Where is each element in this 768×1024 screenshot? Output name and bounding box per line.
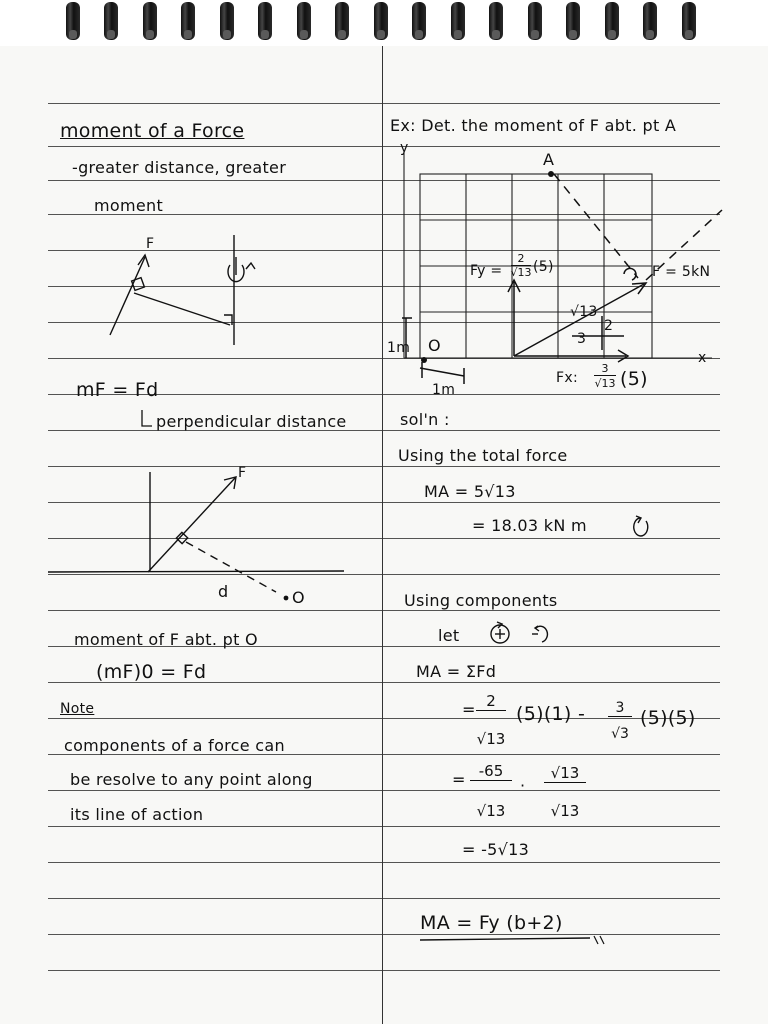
ma-sum-formula: MA = ΣFd: [416, 662, 497, 681]
eq1-numerator-1: 2: [476, 692, 506, 711]
triangle-side-2: 2: [604, 318, 614, 334]
subnote-line-2: moment: [94, 196, 164, 215]
page-divider: [382, 46, 383, 1024]
spiral-ring: [528, 2, 542, 40]
final-formula: MA = Fy (b+2): [420, 912, 563, 934]
let-label: let: [438, 626, 460, 645]
eq1-numerator-2: 3: [608, 700, 632, 717]
eq1-denominator-2: √3: [611, 726, 629, 742]
fy-fraction-denominator: √13: [510, 266, 532, 279]
moment-formula: mF = Fd: [76, 379, 159, 401]
spiral-ring: [335, 2, 349, 40]
eq1-middle: (5)(1) -: [516, 703, 586, 725]
solution-label: sol'n :: [400, 410, 450, 429]
moment-about-o-formula: (mF)0 = Fd: [96, 661, 207, 683]
spiral-ring: [412, 2, 426, 40]
ruled-line: [48, 146, 720, 147]
spiral-ring: [643, 2, 657, 40]
ruled-line: [48, 430, 720, 431]
perpendicular-note: perpendicular distance: [156, 412, 347, 431]
spiral-ring: [566, 2, 580, 40]
ccw-rotation-icon: [630, 514, 650, 538]
eq2-numerator-2: √13: [544, 764, 586, 783]
one-meter-vertical: 1m: [387, 340, 411, 356]
moment-diagram-1: [100, 235, 270, 355]
fx-label: Fx:: [556, 370, 578, 386]
fy-fraction-numerator: 2: [511, 252, 531, 266]
multiply-dot: ·: [520, 776, 526, 795]
spiral-ring: [66, 2, 80, 40]
using-total-force: Using the total force: [398, 446, 568, 465]
fy-label: Fy =: [470, 263, 503, 279]
fx-fraction-numerator: 3: [594, 362, 616, 376]
spiral-ring: [143, 2, 157, 40]
ruled-line: [48, 103, 720, 104]
bracket-mark: [140, 410, 154, 430]
ma-total-line-1: MA = 5√13: [424, 482, 516, 501]
ma-total-line-2: = 18.03 kN m: [472, 516, 587, 535]
moment-about-o-heading: moment of F abt. pt O: [74, 630, 258, 649]
ruled-line: [48, 934, 720, 935]
eq2-denominator-1: √13: [476, 802, 506, 820]
spiral-ring: [374, 2, 388, 40]
force-label-f: F: [146, 236, 155, 252]
spiral-binding: [0, 0, 768, 46]
distance-label-d: d: [218, 582, 229, 601]
components-line-1: components of a force can: [64, 736, 285, 755]
spiral-ring: [451, 2, 465, 40]
section-title: moment of a Force: [60, 120, 245, 142]
fx-multiplier: (5): [620, 368, 648, 390]
axis-y-label: y: [400, 140, 409, 156]
subnote-line-1: -greater distance, greater: [72, 158, 287, 177]
one-meter-horizontal: 1m: [432, 382, 456, 398]
ruled-line: [48, 790, 720, 791]
spiral-ring: [489, 2, 503, 40]
spiral-ring: [605, 2, 619, 40]
point-a-label: A: [543, 150, 555, 169]
components-line-3: its line of action: [70, 805, 204, 824]
ruled-line: [48, 898, 720, 899]
note-label: Note: [60, 701, 95, 717]
origin-o-label: O: [428, 336, 441, 355]
spiral-ring: [220, 2, 234, 40]
eq2-numerator-1: -65: [470, 762, 512, 781]
force-magnitude-label: F = 5kN: [652, 264, 711, 280]
point-label-o: O: [292, 588, 305, 607]
sign-convention-icons: [488, 616, 562, 648]
ruled-line: [48, 826, 720, 827]
ruled-line: [48, 718, 720, 719]
equals-sign: =: [462, 700, 476, 719]
eq1-denominator-1: √13: [476, 730, 506, 748]
eq3-line: = -5√13: [462, 840, 530, 859]
fx-fraction-denominator: √13: [594, 377, 616, 390]
eq2-denominator-2: √13: [550, 802, 580, 820]
ruled-line: [48, 970, 720, 971]
fy-multiplier: (5): [533, 259, 554, 275]
spiral-ring: [104, 2, 118, 40]
spiral-ring: [181, 2, 195, 40]
spiral-ring: [682, 2, 696, 40]
spiral-ring: [258, 2, 272, 40]
spiral-ring: [297, 2, 311, 40]
using-components: Using components: [404, 591, 558, 610]
ruled-line: [48, 862, 720, 863]
axis-x-label: x: [698, 350, 707, 366]
example-title: Ex: Det. the moment of F abt. pt A: [390, 116, 677, 135]
triangle-side-3: 3: [577, 331, 587, 347]
components-line-2: be resolve to any point along: [70, 770, 313, 789]
eq1-end: (5)(5): [640, 707, 696, 729]
hypotenuse-label: √13: [570, 304, 598, 320]
final-underline: [420, 934, 610, 946]
equals-sign: =: [452, 770, 466, 789]
force-label-f: F: [238, 465, 247, 481]
